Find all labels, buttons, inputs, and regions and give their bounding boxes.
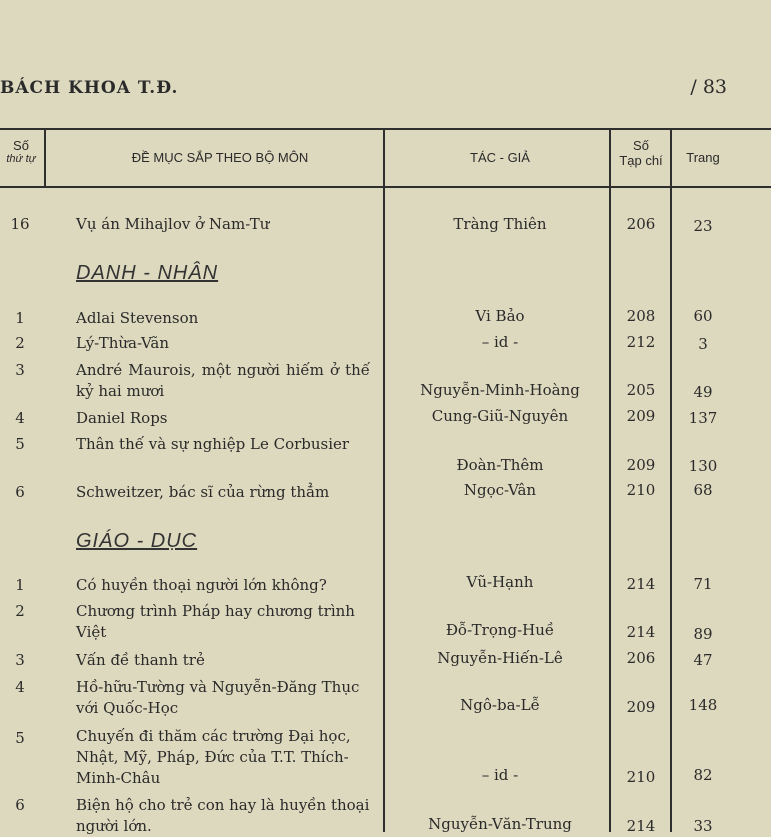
row-title: Schweitzer, bác sĩ của rừng thẳm (76, 483, 330, 501)
row-number: 5 (15, 729, 25, 747)
row-title: Hồ-hữu-Tường và Nguyễn-Đăng Thục với Quốc-Học (76, 678, 360, 717)
row-issue: 206 (626, 215, 656, 233)
row-number: 6 (15, 796, 25, 814)
section-heading-giao-duc: GIÁO - DỤC (76, 530, 198, 552)
row-number: 1 (15, 309, 25, 327)
col-number-line2: thứ tự (6, 153, 36, 165)
row-page: 82 (693, 766, 713, 784)
row-author: Vi Bảo (475, 307, 525, 325)
header-bottom-rule (0, 186, 771, 188)
row-issue: 208 (626, 307, 656, 325)
row-author: Ngô-ba-Lễ (460, 696, 540, 714)
row-issue: 205 (626, 381, 656, 399)
row-title: Thân thế và sự nghiệp Le Corbusier (76, 435, 350, 453)
row-title: Có huyền thoại người lớn không? (76, 576, 327, 594)
row-page: 49 (693, 383, 713, 401)
row-title: Vấn đề thanh trẻ (76, 651, 205, 669)
col-number-header (0, 138, 42, 165)
row-author: Cung-Giũ-Nguyên (431, 407, 569, 425)
row-title: Chương trình Pháp hay chương trình Việt (76, 602, 355, 641)
row-page: 60 (693, 307, 713, 325)
page-number: / 83 (690, 76, 727, 98)
row-number: 5 (15, 435, 25, 453)
row-number: 2 (15, 602, 25, 620)
col-number-line1: Số (13, 138, 29, 153)
row-page: 68 (693, 481, 713, 499)
row-author: Đỗ-Trọng-Huề (445, 621, 555, 639)
column-divider (44, 128, 46, 188)
row-author: Đoàn-Thêm (456, 456, 544, 474)
row-page: 33 (693, 817, 713, 835)
col-issue-header (611, 138, 671, 168)
row-title: Vụ án Mihajlov ở Nam-Tư (76, 215, 270, 233)
col-issue-line2: Tạp chí (619, 153, 663, 168)
row-author: Tràng Thiên (453, 215, 547, 233)
row-issue: 209 (626, 407, 656, 425)
row-title: Adlai Stevenson (76, 309, 199, 327)
row-issue: 212 (626, 333, 656, 351)
row-page: 148 (688, 696, 718, 714)
row-title: Daniel Rops (76, 409, 168, 427)
col-author-header: TÁC - GIẢ (470, 150, 530, 165)
column-divider (383, 128, 385, 832)
table-top-rule (0, 128, 771, 130)
row-number: 3 (15, 361, 25, 379)
row-page: 3 (698, 335, 708, 353)
row-number: 2 (15, 334, 25, 352)
section-heading-danh-nhan: DANH - NHÂN (76, 262, 219, 284)
row-issue: 214 (626, 623, 656, 641)
row-author: Nguyễn-Minh-Hoàng (420, 381, 580, 399)
row-author: Vũ-Hạnh (466, 573, 534, 591)
row-author: – id - (481, 333, 519, 351)
row-number: 4 (15, 678, 25, 696)
row-issue: 209 (626, 456, 656, 474)
row-author: Ngọc-Vân (463, 481, 537, 499)
row-number: 1 (15, 576, 25, 594)
row-issue: 214 (626, 575, 656, 593)
row-title: Chuyến đi thăm các trường Đại học, Nhật, Mỹ, Pháp, Đức của T.T. Thích-Minh-Châu (76, 727, 351, 787)
row-page: 47 (693, 651, 713, 669)
row-page: 137 (688, 409, 718, 427)
row-number: 3 (15, 651, 25, 669)
row-author: Nguyễn-Văn-Trung (428, 815, 572, 833)
col-title-header: ĐỀ MỤC SẮP THEO BỘ MÔN (131, 150, 309, 165)
row-page: 71 (693, 575, 713, 593)
row-issue: 206 (626, 649, 656, 667)
row-number: 4 (15, 409, 25, 427)
row-issue: 214 (626, 817, 656, 835)
row-author: Nguyễn-Hiến-Lê (437, 649, 563, 667)
row-title: André Maurois, một người hiếm ở thế kỷ hai mươi (76, 361, 370, 400)
row-page: 89 (693, 625, 713, 643)
row-title: Lý-Thừa-Vãn (76, 334, 170, 352)
row-number: 6 (15, 483, 25, 501)
row-issue: 210 (626, 481, 656, 499)
row-author: – id - (481, 766, 519, 784)
row-title: Biện hộ cho trẻ con hay là huyền thoại người lớn. (76, 796, 370, 835)
col-page-header: Trang (686, 150, 720, 165)
row-page: 23 (693, 217, 713, 235)
row-issue: 210 (626, 768, 656, 786)
journal-title: BÁCH KHOA T.Đ. (0, 78, 179, 98)
row-page: 130 (688, 457, 718, 475)
col-issue-line1: Số (633, 138, 649, 153)
row-number: 16 (10, 215, 30, 233)
row-issue: 209 (626, 698, 656, 716)
